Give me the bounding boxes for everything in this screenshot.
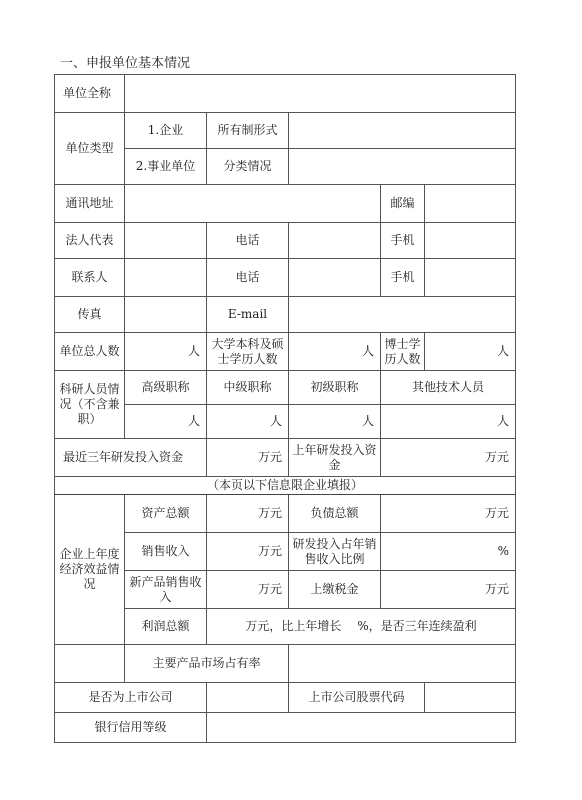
total-liab-field[interactable]: 万元 <box>381 495 516 533</box>
legal-rep-field[interactable] <box>125 223 207 259</box>
label-address: 通讯地址 <box>55 185 125 223</box>
label-other-tech: 其他技术人员 <box>381 371 516 405</box>
label-credit-rating: 银行信用等级 <box>55 713 207 743</box>
rd-invest-3yr-field[interactable]: 万元 <box>207 439 289 477</box>
contact-mobile-field[interactable] <box>425 259 516 297</box>
is-listed-field[interactable] <box>207 683 289 713</box>
label-category: 分类情况 <box>207 149 289 185</box>
label-total-profit: 利润总额 <box>125 609 207 645</box>
label-new-product-sales: 新产品销售收入 <box>125 571 207 609</box>
label-researchers: 科研人员情况（不含兼职） <box>55 371 125 439</box>
label-mid-title: 中级职称 <box>207 371 289 405</box>
unit-full-name-field[interactable] <box>125 75 516 113</box>
other-tech-count[interactable]: 人 <box>381 405 516 439</box>
legal-phone-field[interactable] <box>289 223 381 259</box>
total-staff-field[interactable]: 人 <box>125 333 207 371</box>
tax-paid-field[interactable]: 万元 <box>381 571 516 609</box>
sales-field[interactable]: 万元 <box>207 533 289 571</box>
label-total-assets: 资产总额 <box>125 495 207 533</box>
junior-title-count[interactable]: 人 <box>289 405 381 439</box>
label-sales: 销售收入 <box>125 533 207 571</box>
postcode-field[interactable] <box>425 185 516 223</box>
total-profit-field[interactable]: 万元，比上年增长 %，是否三年连续盈利 <box>207 609 516 645</box>
label-phone-legal: 电话 <box>207 223 289 259</box>
market-share-field[interactable] <box>289 645 516 683</box>
doctorate-field[interactable]: 人 <box>425 333 516 371</box>
label-total-staff: 单位总人数 <box>55 333 125 371</box>
label-rd-ratio: 研发投入占年销售收入比例 <box>289 533 381 571</box>
label-bachelor-master: 大学本科及硕士学历人数 <box>207 333 289 371</box>
enterprise-only-note: （本页以下信息限企业填报） <box>55 477 516 495</box>
fax-field[interactable] <box>125 297 207 333</box>
section-title: 一、申报单位基本情况 <box>60 56 191 71</box>
label-is-listed: 是否为上市公司 <box>55 683 207 713</box>
option-enterprise[interactable]: 1.企业 <box>125 113 207 149</box>
mid-title-count[interactable]: 人 <box>207 405 289 439</box>
contact-field[interactable] <box>125 259 207 297</box>
rd-ratio-field[interactable]: % <box>381 533 516 571</box>
legal-mobile-field[interactable] <box>425 223 516 259</box>
category-field[interactable] <box>289 149 516 185</box>
email-field[interactable] <box>289 297 516 333</box>
label-unit-full-name: 单位全称 <box>55 75 125 113</box>
label-contact: 联系人 <box>55 259 125 297</box>
label-tax-paid: 上缴税金 <box>289 571 381 609</box>
option-institution[interactable]: 2.事业单位 <box>125 149 207 185</box>
senior-title-count[interactable]: 人 <box>125 405 207 439</box>
market-share-spacer <box>55 645 125 683</box>
label-phone-contact: 电话 <box>207 259 289 297</box>
label-total-liab: 负债总额 <box>289 495 381 533</box>
label-market-share: 主要产品市场占有率 <box>125 645 289 683</box>
label-fax: 传真 <box>55 297 125 333</box>
applicant-info-table <box>54 74 516 743</box>
label-doctorate: 博士学历人数 <box>381 333 425 371</box>
credit-rating-field[interactable] <box>207 713 516 743</box>
label-legal-rep: 法人代表 <box>55 223 125 259</box>
ownership-form-field[interactable] <box>289 113 516 149</box>
label-junior-title: 初级职称 <box>289 371 381 405</box>
label-unit-type: 单位类型 <box>55 113 125 185</box>
new-product-sales-field[interactable]: 万元 <box>207 571 289 609</box>
total-assets-field[interactable]: 万元 <box>207 495 289 533</box>
address-field[interactable] <box>125 185 381 223</box>
label-ownership-form: 所有制形式 <box>207 113 289 149</box>
label-senior-title: 高级职称 <box>125 371 207 405</box>
label-econ-benefit: 企业上年度经济效益情况 <box>55 495 125 645</box>
label-mobile-contact: 手机 <box>381 259 425 297</box>
contact-phone-field[interactable] <box>289 259 381 297</box>
stock-code-field[interactable] <box>425 683 516 713</box>
label-rd-invest-3yr: 最近三年研发投入资金 <box>55 439 207 477</box>
label-email: E-mail <box>207 297 289 333</box>
bachelor-master-field[interactable]: 人 <box>289 333 381 371</box>
rd-invest-last-field[interactable]: 万元 <box>381 439 516 477</box>
label-postcode: 邮编 <box>381 185 425 223</box>
label-mobile-legal: 手机 <box>381 223 425 259</box>
label-stock-code: 上市公司股票代码 <box>289 683 425 713</box>
label-rd-invest-last: 上年研发投入资金 <box>289 439 381 477</box>
